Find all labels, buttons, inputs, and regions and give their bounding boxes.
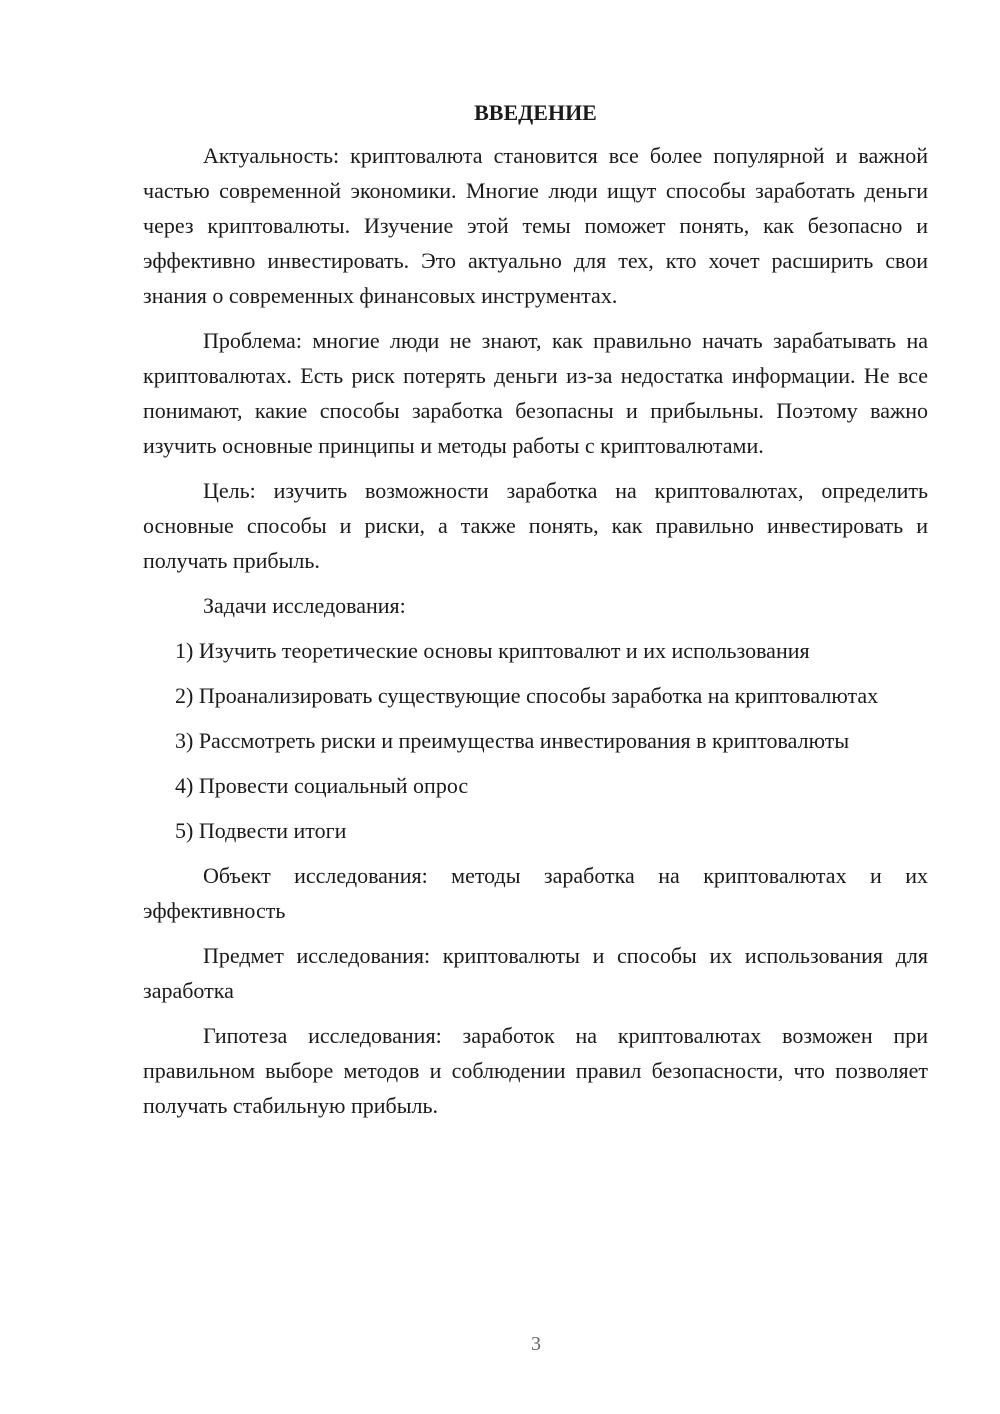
object-paragraph: Объект исследования: методы заработка на криптовалютах и их эффективность <box>143 863 928 923</box>
goal-paragraph: Цель: изучить возможности заработка на криптовалютах, определить основные способы и риски, а также понять, как правильно инвестировать и получать прибыль. <box>143 478 928 573</box>
task-item: 5) Подвести итоги <box>175 818 347 843</box>
problem-paragraph: Проблема: многие люди не знают, как правильно начать зарабатывать на криптовалютах. Есть риск потерять деньги из-за недостатка информации. Не все понимают, какие способы заработка безопасны и прибыльны. Поэтому важно изучить основные принципы и методы работы с криптовалютами. <box>143 328 928 458</box>
page-number: 3 <box>531 1333 541 1355</box>
document-page <box>143 95 928 1133</box>
tasks-heading: Задачи исследования: <box>203 593 406 618</box>
relevance-paragraph: Актуальность: криптовалюта становится все более популярной и важной частью современной экономики. Многие люди ищут способы заработать деньги через криптовалюты. Изучение этой темы поможет понять, как безопасно и эффективно инвестировать. Это актуально для тех, кто хочет расширить свои знания о современных финансовых инструментах. <box>143 143 928 308</box>
task-item: 3) Рассмотреть риски и преимущества инвестирования в криптовалюты <box>175 728 850 753</box>
task-item: 2) Проанализировать существующие способы заработка на криптовалютах <box>175 683 879 708</box>
hypothesis-paragraph: Гипотеза исследования: заработок на криптовалютах возможен при правильном выборе методов и соблюдении правил безопасности, что позволяет получать стабильную прибыль. <box>143 1023 928 1118</box>
page-title: ВВЕДЕНИЕ <box>474 100 597 125</box>
task-item: 4) Провести социальный опрос <box>175 773 469 798</box>
subject-paragraph: Предмет исследования: криптовалюты и способы их использования для заработка <box>143 943 928 1003</box>
task-item: 1) Изучить теоретические основы криптовалют и их использования <box>175 638 810 663</box>
